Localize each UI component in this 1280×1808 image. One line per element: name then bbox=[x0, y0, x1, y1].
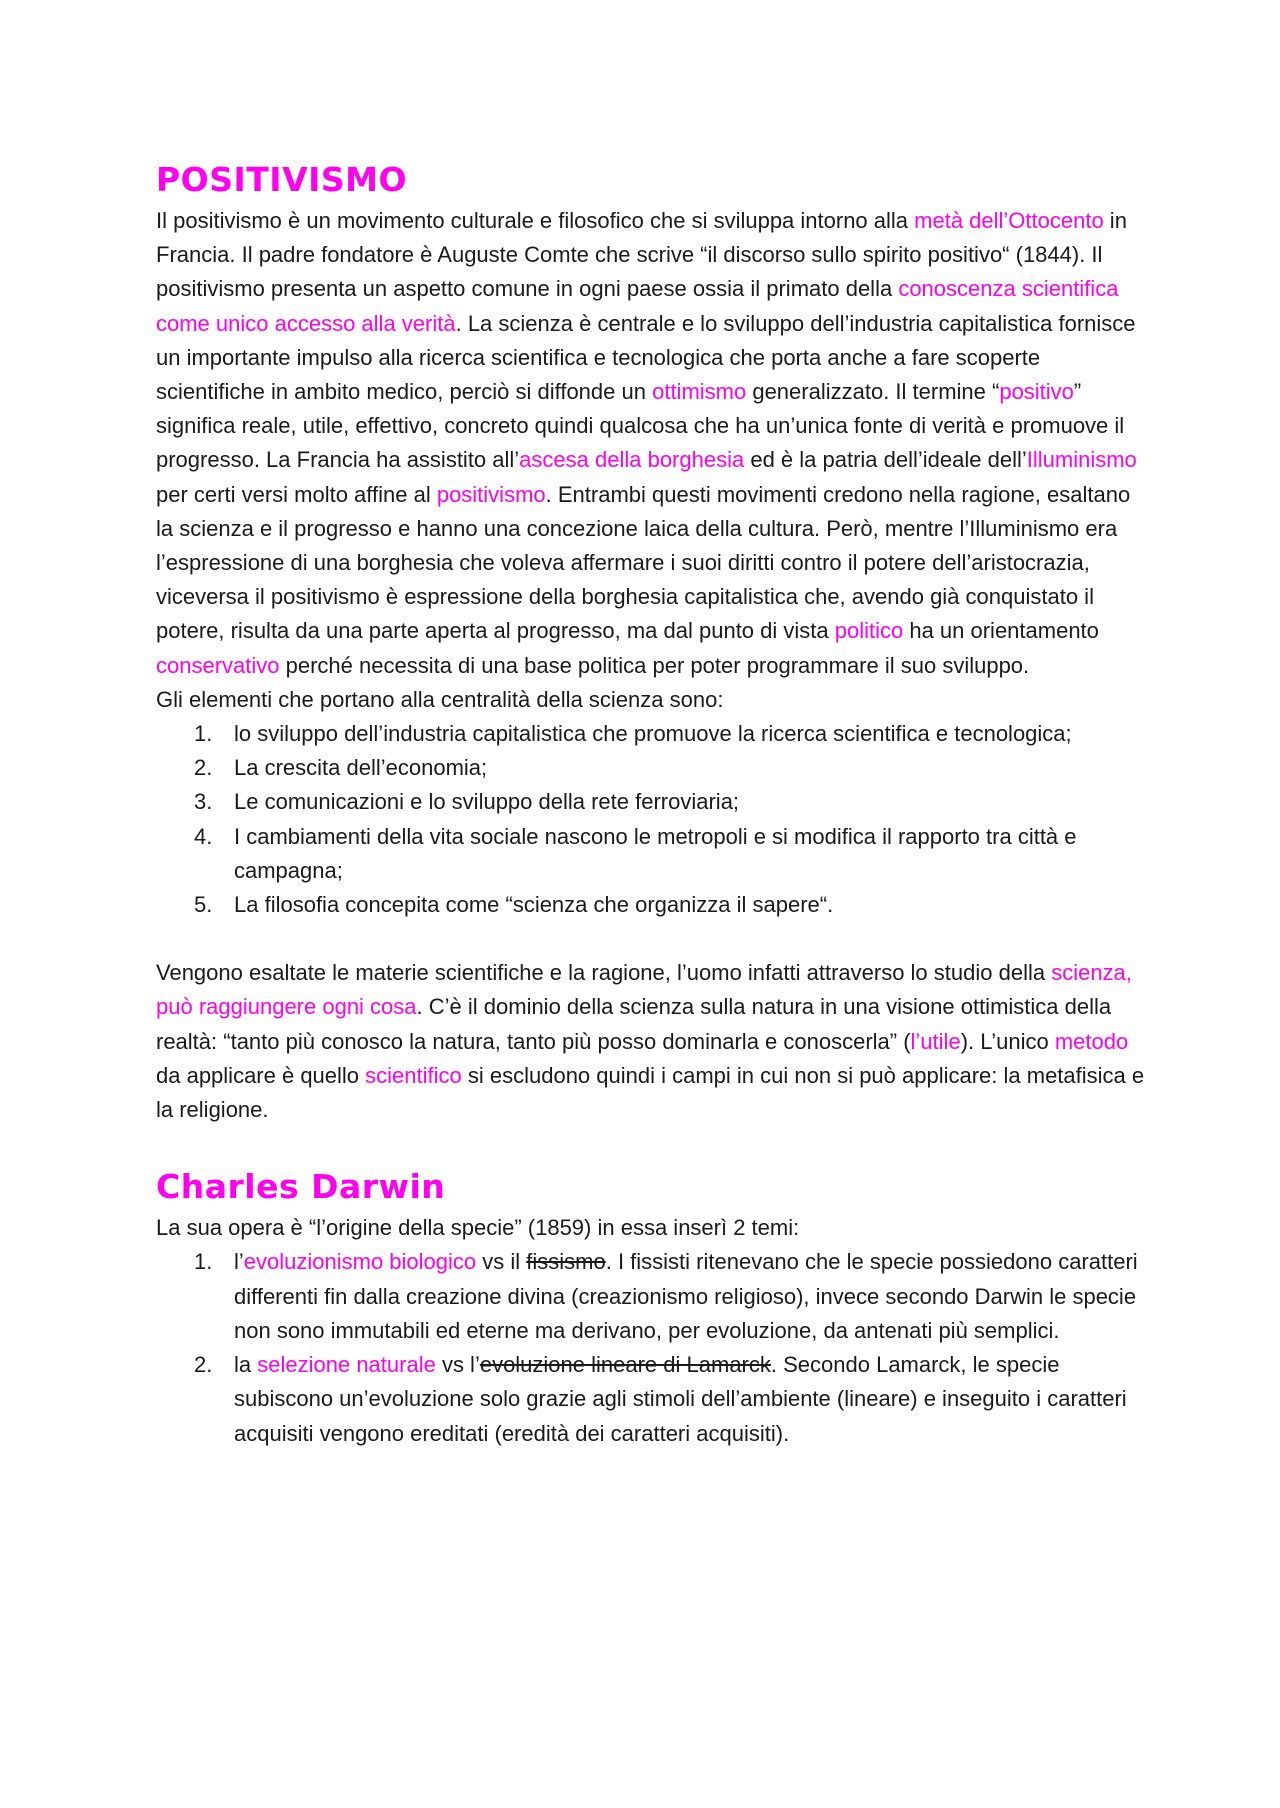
spacer bbox=[156, 922, 1146, 956]
highlighted-term: l’utile bbox=[910, 1028, 961, 1054]
text-run: da applicare è quello bbox=[156, 1062, 366, 1088]
science-elements-list bbox=[156, 717, 1146, 922]
highlighted-term: metà dell’Ottocento bbox=[914, 208, 1104, 233]
highlighted-term: Illuminismo bbox=[1026, 447, 1137, 473]
text-run: generalizzato. Il termine “ bbox=[746, 379, 1000, 405]
darwin-intro: La sua opera è “l’origine della specie” (1859) in essa inserì 2 temi: bbox=[156, 1215, 800, 1241]
text-run: si escludono quindi i campi in cui non si può applicare: la metafisica e la religione. bbox=[156, 1062, 1145, 1123]
darwin-themes-list bbox=[156, 1245, 1146, 1450]
text-run: per certi versi molto affine al bbox=[156, 481, 437, 507]
text-run: . La scienza è centrale e lo sviluppo dell’industria capitalistica fornisce un importante impulso alla ricerca scientifica e tecnologica che porta anche a fare scoperte scientifiche in ambito medico, perciò si diffonde un bbox=[156, 310, 1136, 405]
highlight-evoluzionismo: evoluzionismo biologico bbox=[243, 1249, 477, 1275]
highlighted-term: metodo bbox=[1054, 1028, 1129, 1054]
highlighted-term: ottimismo bbox=[652, 379, 747, 405]
list-item: 3. Le comunicazioni e lo sviluppo della rete ferroviaria; bbox=[194, 789, 740, 815]
section-title-darwin: Charles Darwin bbox=[156, 1167, 446, 1207]
list-item: 2. la selezione naturale vs l’evoluzione lineare di Lamarck. Secondo Lamarck, le specie subiscono un’evoluzione solo grazie agli stimoli dell’ambiente (lineare) e inseguito i caratteri acquisiti vengono ereditati (eredità dei caratteri acquisiti). bbox=[194, 1352, 1127, 1446]
highlighted-term: positivo bbox=[999, 379, 1074, 405]
document-page bbox=[156, 158, 1146, 1451]
list-item: 2. La crescita dell’economia; bbox=[194, 755, 488, 781]
positivismo-paragraph-1 bbox=[156, 204, 1146, 683]
text-run: Vengono esaltate le materie scientifiche e la ragione, l’uomo infatti attraverso lo studio della bbox=[156, 960, 1052, 986]
highlighted-term: scienza, può raggiungere ogni cosa bbox=[156, 960, 1132, 1020]
section-title-positivismo: POSITIVISMO bbox=[156, 160, 408, 199]
list-item: 1. l’evoluzionismo biologico vs il fissismo. I fissisti ritenevano che le specie possiedono caratteri differenti fin dalla creazione divina (creazionismo religioso), invece secondo Darwin le specie non sono immutabili ed eterne ma derivano, per evoluzione, da antenati più semplici. bbox=[194, 1249, 1138, 1343]
highlighted-term: conservativo bbox=[156, 652, 280, 678]
positivismo-paragraph-2 bbox=[156, 956, 1146, 1127]
strikethrough-lamarck: evoluzione lineare di Lamarck bbox=[479, 1352, 771, 1378]
text-run: in Francia. Il padre fondatore è Auguste Comte che scrive “il discorso sullo spirito positivo“ (1844). Il positivismo presenta un aspetto comune in ogni paese ossia il primato della bbox=[156, 208, 1127, 302]
text-run: ). L’unico bbox=[960, 1028, 1055, 1054]
text-run: ha un orientamento bbox=[903, 618, 1099, 644]
text-run: . Entrambi questi movimenti credono nella ragione, esaltano la scienza e il progresso e hanno una concezione laica della cultura. Però, mentre l’Illuminismo era l’espressione di una borghesia che voleva affermare i suoi diritti contro il potere dell’aristocrazia, viceversa il positivismo è espressione della borghesia capitalistica che, avendo già conquistato il potere, risulta da una parte aperta al progresso, ma dal punto di vista bbox=[156, 481, 1131, 644]
text-run: perché necessita di una base politica per poter programmare il suo sviluppo. bbox=[279, 652, 1030, 678]
strikethrough-fissismo: fissismo bbox=[526, 1249, 606, 1275]
list-item: 1. lo sviluppo dell’industria capitalistica che promuove la ricerca scientifica e tecnologica; bbox=[194, 721, 1072, 747]
text-run: ed è la patria dell’ideale dell’ bbox=[744, 447, 1027, 473]
list-intro: Gli elementi che portano alla centralità della scienza sono: bbox=[156, 686, 724, 712]
highlighted-term: politico bbox=[834, 618, 904, 644]
highlighted-term: conoscenza scientifica come unico accesso alla verità bbox=[156, 276, 1119, 336]
text-run: ” significa reale, utile, effettivo, concreto quindi qualcosa che ha un’unica fonte di verità e promuove il progresso. La Francia ha assistito all’ bbox=[156, 379, 1125, 473]
list-item: 5. La filosofia concepita come “scienza che organizza il sapere“. bbox=[194, 892, 834, 918]
highlight-selezione-naturale: selezione naturale bbox=[257, 1352, 436, 1378]
text-run: Il positivismo è un movimento culturale e filosofico che si sviluppa intorno alla bbox=[156, 208, 915, 233]
highlighted-term: positivismo bbox=[436, 481, 546, 507]
list-item: 4. I cambiamenti della vita sociale nascono le metropoli e si modifica il rapporto tra città e campagna; bbox=[194, 823, 1077, 883]
highlighted-term: scientifico bbox=[365, 1062, 462, 1088]
highlighted-term: ascesa della borghesia bbox=[519, 447, 745, 473]
text-run: . C’è il dominio della scienza sulla natura in una visione ottimistica della realtà: “tanto più conosco la natura, tanto più posso dominarla e conoscerla” ( bbox=[156, 994, 1112, 1054]
